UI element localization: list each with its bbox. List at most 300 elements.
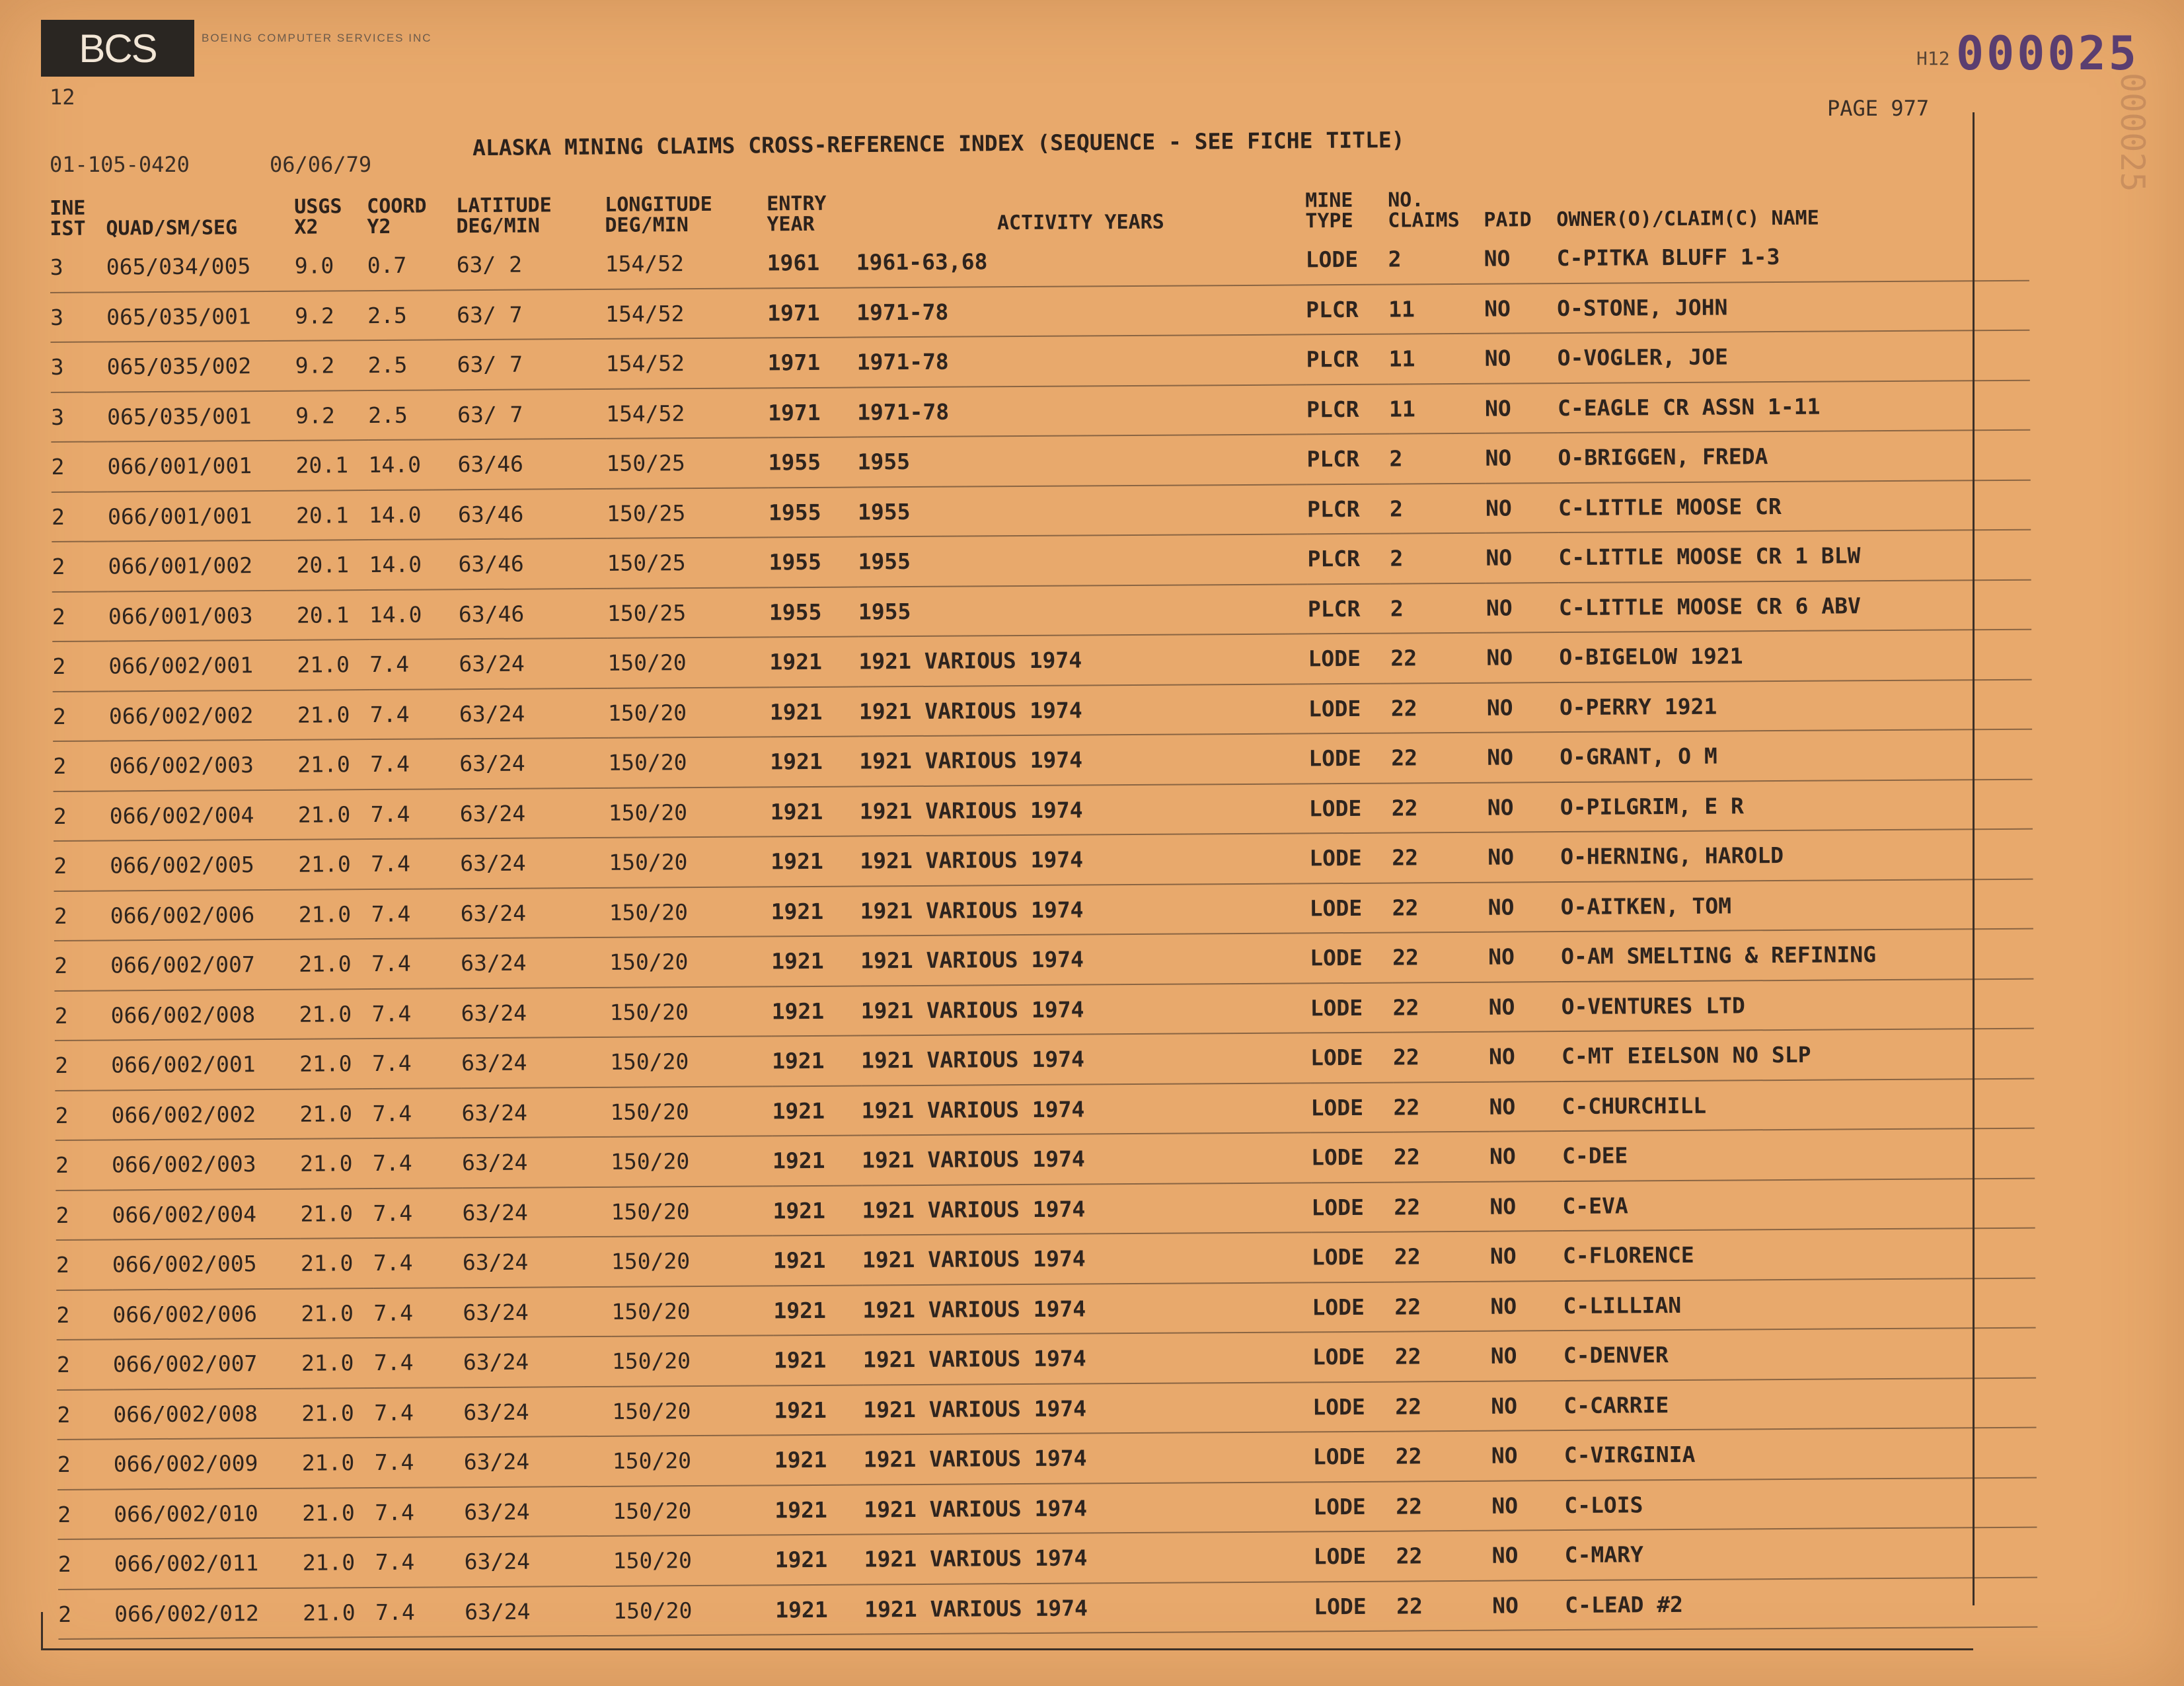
cell-longitude: 150/20	[612, 1385, 774, 1436]
cell-mine-type: LODE	[1310, 1033, 1393, 1083]
cell-mine-type: LODE	[1309, 833, 1392, 883]
cell-activity-years: 1921 VARIOUS 1974	[860, 784, 1309, 836]
cell-mine-type: LODE	[1314, 1581, 1396, 1631]
cell-mine-type: LODE	[1312, 1332, 1395, 1382]
cell-latitude: 63/ 2	[457, 240, 605, 290]
cell-mine-type: LODE	[1309, 883, 1392, 933]
cell-activity-years: 1955	[857, 434, 1306, 487]
cell-longitude: 150/20	[611, 1136, 772, 1187]
cell-quad: 066/001/001	[108, 490, 296, 541]
cell-usgs-x: 21.0	[301, 1288, 373, 1338]
cell-ine: 2	[56, 1140, 112, 1190]
cell-usgs-x: 21.0	[299, 1089, 372, 1139]
cell-paid: NO	[1491, 1530, 1564, 1580]
cell-entry-year: 1921	[774, 1484, 864, 1535]
cell-coord-y: 7.4	[375, 1587, 465, 1637]
cell-paid: NO	[1489, 1031, 1562, 1081]
cell-entry-year: 1921	[772, 1136, 862, 1186]
cell-activity-years: 1921 VARIOUS 1974	[860, 883, 1310, 936]
cell-owner-claim-name: O-AITKEN, TOM	[1560, 879, 2033, 932]
col-activity-years: ACTIVITY YEARS	[997, 210, 1164, 235]
cell-quad: 066/002/004	[110, 789, 298, 840]
cell-ine: 2	[57, 1389, 113, 1440]
cell-latitude: 63/24	[461, 937, 609, 988]
cell-claims: 22	[1394, 1231, 1490, 1282]
cell-latitude: 63/24	[461, 987, 609, 1038]
cell-activity-years: 1921 VARIOUS 1974	[864, 1482, 1313, 1535]
cell-longitude: 150/20	[611, 1286, 773, 1337]
cell-entry-year: 1921	[772, 1036, 861, 1086]
cell-owner-claim-name: O-BRIGGEN, FREDA	[1558, 430, 2030, 483]
cell-owner-claim-name: O-VENTURES LTD	[1561, 978, 2033, 1031]
cell-entry-year: 1921	[772, 1185, 862, 1235]
cell-quad: 066/002/011	[114, 1538, 303, 1589]
cell-quad: 066/002/006	[110, 889, 299, 940]
cell-mine-type: PLCR	[1306, 284, 1388, 334]
cell-paid: NO	[1489, 1131, 1562, 1181]
cell-mine-type: LODE	[1308, 634, 1390, 684]
cell-paid: NO	[1491, 1381, 1563, 1431]
cell-coord-y: 14.0	[369, 490, 458, 540]
cell-quad: 065/035/002	[106, 341, 295, 392]
cell-owner-claim-name: C-CHURCHILL	[1562, 1078, 2034, 1131]
cell-ine: 2	[52, 591, 108, 641]
cell-owner-claim-name: C-MARY	[1564, 1527, 2037, 1580]
cell-usgs-x: 21.0	[298, 789, 371, 840]
cell-ine: 2	[58, 1589, 114, 1639]
cell-owner-claim-name: C-CARRIE	[1563, 1377, 2036, 1430]
cell-quad: 066/002/010	[114, 1488, 302, 1539]
cell-activity-years: 1955	[858, 584, 1308, 637]
cell-ine: 2	[56, 1239, 112, 1290]
cell-entry-year: 1921	[771, 986, 860, 1036]
cell-paid: NO	[1484, 333, 1557, 383]
cell-ine: 2	[52, 492, 108, 542]
cell-claims: 22	[1396, 1431, 1491, 1481]
cell-quad: 066/001/003	[108, 590, 297, 641]
cell-owner-claim-name: O-PERRY 1921	[1560, 679, 2032, 732]
cell-paid: NO	[1487, 882, 1560, 932]
cell-latitude: 63/24	[463, 1237, 611, 1288]
cell-latitude: 63/24	[463, 1386, 612, 1437]
cell-longitude: 150/25	[607, 488, 769, 538]
cell-quad: 066/002/008	[110, 989, 299, 1040]
cell-mine-type: LODE	[1309, 783, 1392, 833]
col-mine-type: MINE TYPE	[1305, 188, 1353, 233]
cell-entry-year: 1971	[768, 387, 857, 437]
cell-owner-claim-name: C-MT EIELSON NO SLP	[1562, 1029, 2034, 1081]
cell-entry-year: 1921	[770, 686, 859, 737]
cell-quad: 065/035/001	[106, 291, 295, 342]
cell-coord-y: 7.4	[375, 1537, 465, 1587]
cell-usgs-x: 9.2	[295, 340, 367, 390]
cell-mine-type: PLCR	[1307, 484, 1390, 534]
cell-mine-type: LODE	[1310, 933, 1392, 983]
cell-latitude: 63/24	[463, 1337, 612, 1387]
cell-coord-y: 7.4	[373, 1237, 463, 1288]
cell-usgs-x: 21.0	[300, 1138, 373, 1189]
cell-activity-years: 1921 VARIOUS 1974	[861, 1083, 1310, 1136]
cell-usgs-x: 21.0	[297, 690, 370, 740]
cell-claims: 22	[1391, 682, 1487, 733]
cell-mine-type: LODE	[1312, 1282, 1394, 1332]
cell-activity-years: 1921 VARIOUS 1974	[861, 1033, 1310, 1085]
cell-quad: 066/002/001	[111, 1039, 299, 1090]
cell-latitude: 63/24	[464, 1436, 613, 1487]
cell-latitude: 63/24	[459, 638, 607, 689]
cell-activity-years: 1921 VARIOUS 1974	[863, 1382, 1312, 1435]
cell-longitude: 150/20	[607, 637, 769, 688]
cell-longitude: 150/20	[613, 1535, 775, 1586]
cell-quad: 066/002/002	[111, 1089, 299, 1140]
cell-claims: 2	[1390, 583, 1486, 633]
cell-coord-y: 7.4	[372, 1088, 461, 1138]
cell-longitude: 150/20	[609, 986, 771, 1037]
cell-quad: 066/002/001	[108, 640, 297, 691]
cell-mine-type: PLCR	[1307, 534, 1390, 584]
cell-paid: NO	[1484, 283, 1557, 334]
cell-paid: NO	[1491, 1430, 1564, 1481]
cell-claims: 22	[1392, 982, 1488, 1032]
cell-coord-y: 14.0	[369, 589, 459, 640]
cell-coord-y: 0.7	[367, 240, 457, 290]
cell-longitude: 150/20	[610, 1086, 772, 1137]
cell-usgs-x: 20.1	[297, 590, 369, 640]
cell-coord-y: 2.5	[368, 390, 457, 440]
cell-owner-claim-name: O-VOGLER, JOE	[1557, 330, 2029, 383]
cell-paid: NO	[1491, 1481, 1564, 1531]
cell-quad: 065/035/001	[107, 390, 295, 441]
cell-claims: 11	[1388, 334, 1484, 384]
cell-quad: 066/001/002	[108, 540, 296, 591]
cell-ine: 2	[56, 1190, 112, 1240]
cell-claims: 22	[1395, 1381, 1491, 1431]
cell-coord-y: 2.5	[367, 290, 457, 340]
cell-quad: 066/001/001	[107, 441, 295, 492]
col-paid: PAID	[1484, 208, 1532, 232]
cell-quad: 066/002/004	[112, 1189, 300, 1239]
col-longitude: LONGITUDE DEG/MIN	[605, 192, 712, 237]
cell-quad: 066/002/002	[109, 690, 297, 741]
cell-paid: NO	[1490, 1231, 1563, 1281]
cell-ine: 2	[54, 840, 110, 891]
cell-activity-years: 1921 VARIOUS 1974	[864, 1582, 1314, 1634]
cell-owner-claim-name: O-PILGRIM, E R	[1560, 779, 2033, 832]
cell-usgs-x: 21.0	[303, 1588, 375, 1638]
cell-entry-year: 1971	[767, 287, 856, 338]
cell-ine: 2	[55, 1090, 111, 1140]
cell-paid: NO	[1485, 433, 1558, 483]
cell-longitude: 154/52	[606, 388, 768, 439]
cell-ine: 2	[58, 1539, 114, 1589]
cell-entry-year: 1921	[772, 1085, 861, 1136]
cell-latitude: 63/46	[458, 538, 607, 589]
cell-longitude: 150/20	[613, 1485, 774, 1536]
cell-coord-y: 7.4	[371, 889, 461, 939]
cell-longitude: 150/25	[606, 437, 768, 488]
cell-owner-claim-name: C-LEAD #2	[1565, 1577, 2037, 1630]
cell-ine: 3	[50, 242, 106, 292]
cell-paid: NO	[1487, 682, 1560, 733]
cell-latitude: 63/24	[460, 788, 609, 838]
cell-paid: NO	[1488, 932, 1561, 982]
cell-owner-claim-name: O-AM SMELTING & REFINING	[1561, 929, 2033, 982]
cell-claims: 2	[1388, 235, 1484, 284]
cell-owner-claim-name: C-VIRGINIA	[1564, 1428, 2037, 1481]
col-usgs: USGS X2	[294, 195, 342, 239]
cell-coord-y: 7.4	[374, 1337, 463, 1387]
cell-quad: 066/002/006	[112, 1288, 301, 1339]
cell-latitude: 63/ 7	[457, 289, 605, 340]
cell-paid: NO	[1490, 1281, 1563, 1331]
cell-claims: 22	[1390, 633, 1486, 683]
cell-latitude: 63/46	[459, 588, 607, 639]
report-date: 06/06/79	[270, 152, 372, 177]
cell-claims: 22	[1394, 1281, 1490, 1331]
cell-activity-years: 1921 VARIOUS 1974	[862, 1132, 1311, 1185]
cell-owner-claim-name: C-FLORENCE	[1563, 1228, 2035, 1281]
cell-ine: 3	[51, 392, 107, 442]
cell-quad: 066/002/012	[114, 1588, 303, 1638]
cell-activity-years: 1921 VARIOUS 1974	[864, 1432, 1313, 1484]
cell-entry-year: 1921	[771, 886, 860, 936]
cell-mine-type: LODE	[1312, 1381, 1395, 1432]
cell-ine: 2	[52, 541, 108, 591]
cell-claims: 11	[1388, 283, 1484, 334]
cell-activity-years: 1921 VARIOUS 1974	[859, 733, 1308, 786]
cell-activity-years: 1921 VARIOUS 1974	[858, 634, 1308, 686]
cell-owner-claim-name: C-LOIS	[1564, 1477, 2037, 1530]
cell-latitude: 63/46	[458, 488, 607, 539]
cell-latitude: 63/ 7	[457, 388, 606, 439]
cell-quad: 066/002/008	[113, 1388, 301, 1439]
cell-paid: NO	[1484, 234, 1556, 283]
cell-mine-type: LODE	[1311, 1182, 1394, 1232]
cell-claims: 22	[1392, 832, 1487, 883]
cell-usgs-x: 21.0	[297, 640, 369, 690]
cell-quad: 066/002/009	[114, 1438, 302, 1489]
cell-coord-y: 7.4	[371, 988, 461, 1039]
cell-mine-type: LODE	[1313, 1531, 1396, 1582]
cell-ine: 3	[50, 292, 106, 342]
cell-paid: NO	[1485, 383, 1558, 433]
cell-entry-year: 1921	[775, 1584, 864, 1634]
claims-table-body	[50, 231, 2038, 1639]
cell-longitude: 150/20	[609, 887, 771, 937]
cell-paid: NO	[1486, 632, 1559, 682]
cell-paid: NO	[1489, 1081, 1562, 1132]
cell-latitude: 63/24	[465, 1586, 613, 1636]
cell-entry-year: 1921	[771, 836, 860, 887]
cell-coord-y: 2.5	[367, 340, 457, 390]
cell-quad: 066/002/005	[110, 840, 298, 891]
cell-activity-years: 1921 VARIOUS 1974	[859, 684, 1308, 737]
cell-claims: 22	[1391, 733, 1487, 783]
cell-claims: 11	[1389, 383, 1485, 433]
cell-latitude: 63/24	[462, 1187, 611, 1237]
cell-mine-type: LODE	[1310, 1082, 1393, 1132]
cell-ine: 2	[57, 1439, 114, 1489]
cell-ine: 2	[55, 1040, 111, 1090]
page-label: PAGE 977	[1827, 96, 1930, 121]
cell-longitude: 154/52	[605, 288, 767, 339]
cell-usgs-x: 21.0	[302, 1438, 375, 1488]
cell-quad: 066/002/005	[112, 1239, 301, 1290]
cell-latitude: 63/ 7	[457, 339, 605, 390]
cell-mine-type: LODE	[1308, 733, 1391, 784]
cell-owner-claim-name: O-BIGELOW 1921	[1559, 630, 2031, 682]
cell-coord-y: 7.4	[373, 1188, 462, 1238]
cell-quad: 065/034/005	[106, 242, 295, 292]
cell-entry-year: 1921	[773, 1235, 862, 1286]
cell-mine-type: PLCR	[1308, 583, 1390, 634]
cell-usgs-x: 21.0	[301, 1388, 374, 1438]
cell-activity-years: 1921 VARIOUS 1974	[860, 983, 1310, 1036]
report-title: ALASKA MINING CLAIMS CROSS-REFERENCE INDEX (SEQUENCE - SEE FICHE TITLE)	[472, 126, 1405, 161]
cell-claims: 22	[1392, 782, 1487, 832]
cell-mine-type: LODE	[1313, 1432, 1396, 1482]
cell-entry-year: 1961	[767, 238, 856, 288]
col-latitude: LATITUDE DEG/MIN	[456, 194, 552, 238]
col-entry-year: ENTRY YEAR	[767, 192, 827, 237]
cell-entry-year: 1955	[769, 587, 858, 637]
cell-entry-year: 1921	[774, 1435, 864, 1485]
cell-ine: 2	[54, 940, 110, 990]
cell-claims: 2	[1390, 533, 1486, 583]
cell-paid: NO	[1487, 782, 1560, 832]
cell-ine: 2	[56, 1290, 112, 1340]
cell-paid: NO	[1486, 483, 1558, 533]
cell-coord-y: 14.0	[369, 539, 458, 589]
cell-latitude: 63/24	[461, 1037, 610, 1088]
cell-owner-claim-name: C-LITTLE MOOSE CR	[1558, 480, 2031, 532]
cell-paid: NO	[1486, 583, 1559, 633]
cell-latitude: 63/46	[457, 439, 606, 490]
cell-ine: 2	[54, 891, 110, 941]
cell-coord-y: 7.4	[373, 1288, 463, 1338]
cell-paid: NO	[1487, 832, 1560, 882]
cell-claims: 22	[1396, 1531, 1491, 1581]
cell-owner-claim-name: C-LILLIAN	[1563, 1278, 2035, 1331]
cell-usgs-x: 21.0	[302, 1488, 375, 1538]
cell-activity-years: 1955	[858, 484, 1307, 537]
cell-entry-year: 1921	[769, 637, 858, 687]
cell-usgs-x: 21.0	[303, 1537, 375, 1588]
cell-latitude: 63/24	[459, 738, 608, 789]
cell-longitude: 150/20	[613, 1435, 774, 1486]
cell-latitude: 63/24	[463, 1286, 611, 1337]
cell-paid: NO	[1491, 1331, 1563, 1381]
cell-coord-y: 7.4	[369, 639, 459, 689]
cell-mine-type: LODE	[1313, 1481, 1396, 1531]
cell-longitude: 150/20	[608, 687, 770, 738]
bcs-logo: BCS	[41, 20, 194, 77]
cell-owner-claim-name: C-PITKA BLUFF 1-3	[1556, 231, 2029, 283]
cell-activity-years: 1955	[858, 534, 1307, 587]
cell-usgs-x: 21.0	[297, 739, 370, 789]
cell-mine-type: LODE	[1310, 982, 1392, 1033]
cell-ine: 2	[54, 990, 110, 1041]
cell-latitude: 63/24	[465, 1536, 613, 1587]
cell-activity-years: 1961-63,68	[856, 235, 1306, 287]
cell-claims: 22	[1394, 1132, 1489, 1182]
cell-claims: 22	[1393, 1032, 1489, 1082]
cell-coord-y: 7.4	[371, 838, 460, 889]
cell-owner-claim-name: C-DENVER	[1563, 1328, 2036, 1381]
cell-claims: 22	[1393, 1081, 1489, 1132]
cell-longitude: 154/52	[605, 238, 767, 289]
cell-longitude: 150/20	[611, 1186, 772, 1237]
cell-longitude: 150/20	[609, 836, 771, 887]
cell-usgs-x: 20.1	[296, 490, 369, 540]
cell-longitude: 154/52	[605, 338, 767, 388]
cell-ine: 2	[51, 441, 107, 492]
cell-ine: 2	[54, 791, 110, 841]
cell-latitude: 63/24	[460, 838, 609, 889]
cell-coord-y: 7.4	[373, 1138, 462, 1188]
cell-coord-y: 7.4	[370, 689, 459, 739]
frame-code: H12	[1916, 48, 1950, 69]
cell-usgs-x: 9.2	[295, 291, 367, 341]
cell-claims: 22	[1392, 932, 1488, 982]
cell-activity-years: 1921 VARIOUS 1974	[864, 1531, 1313, 1584]
cell-ine: 3	[50, 342, 106, 392]
cell-quad: 066/002/003	[112, 1139, 300, 1190]
cell-entry-year: 1955	[769, 537, 858, 587]
cell-coord-y: 7.4	[375, 1437, 464, 1487]
cell-longitude: 150/20	[611, 1235, 773, 1286]
cell-usgs-x: 21.0	[301, 1338, 374, 1388]
claims-table-wrapper	[50, 173, 1981, 1627]
cell-coord-y: 14.0	[368, 439, 457, 490]
cell-mine-type: PLCR	[1306, 434, 1389, 484]
col-owner-claim-name: OWNER(O)/CLAIM(C) NAME	[1556, 206, 1819, 232]
cell-usgs-x: 21.0	[299, 1039, 372, 1089]
frame-number: 12	[50, 85, 75, 110]
cell-longitude: 150/20	[610, 1036, 772, 1087]
cell-activity-years: 1971-78	[857, 385, 1306, 437]
cell-usgs-x: 21.0	[299, 889, 371, 939]
bottom-border-rule	[41, 1648, 1973, 1650]
cell-usgs-x: 21.0	[300, 1189, 373, 1239]
cell-usgs-x: 21.0	[299, 939, 371, 989]
cell-latitude: 63/24	[461, 1087, 610, 1138]
cell-usgs-x: 20.1	[295, 440, 368, 490]
cell-mine-type: PLCR	[1306, 384, 1389, 434]
cell-entry-year: 1971	[767, 338, 856, 388]
cell-claims: 2	[1389, 433, 1485, 484]
cell-usgs-x: 21.0	[299, 989, 371, 1039]
cell-activity-years: 1921 VARIOUS 1974	[862, 1183, 1311, 1235]
cell-paid: NO	[1487, 732, 1560, 782]
cell-paid: NO	[1486, 532, 1558, 583]
cell-claims: 22	[1392, 882, 1487, 932]
cell-activity-years: 1921 VARIOUS 1974	[862, 1282, 1312, 1335]
cell-owner-claim-name: O-GRANT, O M	[1560, 729, 2032, 782]
cell-paid: NO	[1492, 1580, 1565, 1631]
document-number-stamp: 000025	[1956, 26, 2139, 81]
cell-quad: 066/002/007	[110, 939, 299, 990]
cell-owner-claim-name: C-LITTLE MOOSE CR 6 ABV	[1559, 579, 2031, 632]
cell-longitude: 150/20	[608, 737, 770, 788]
cell-activity-years: 1971-78	[856, 285, 1306, 338]
claims-table	[50, 173, 2037, 1640]
cell-longitude: 150/20	[609, 787, 771, 838]
cell-latitude: 63/24	[464, 1486, 613, 1537]
cell-coord-y: 7.4	[371, 789, 460, 839]
cell-usgs-x: 21.0	[301, 1238, 373, 1288]
cell-usgs-x: 20.1	[296, 540, 369, 590]
